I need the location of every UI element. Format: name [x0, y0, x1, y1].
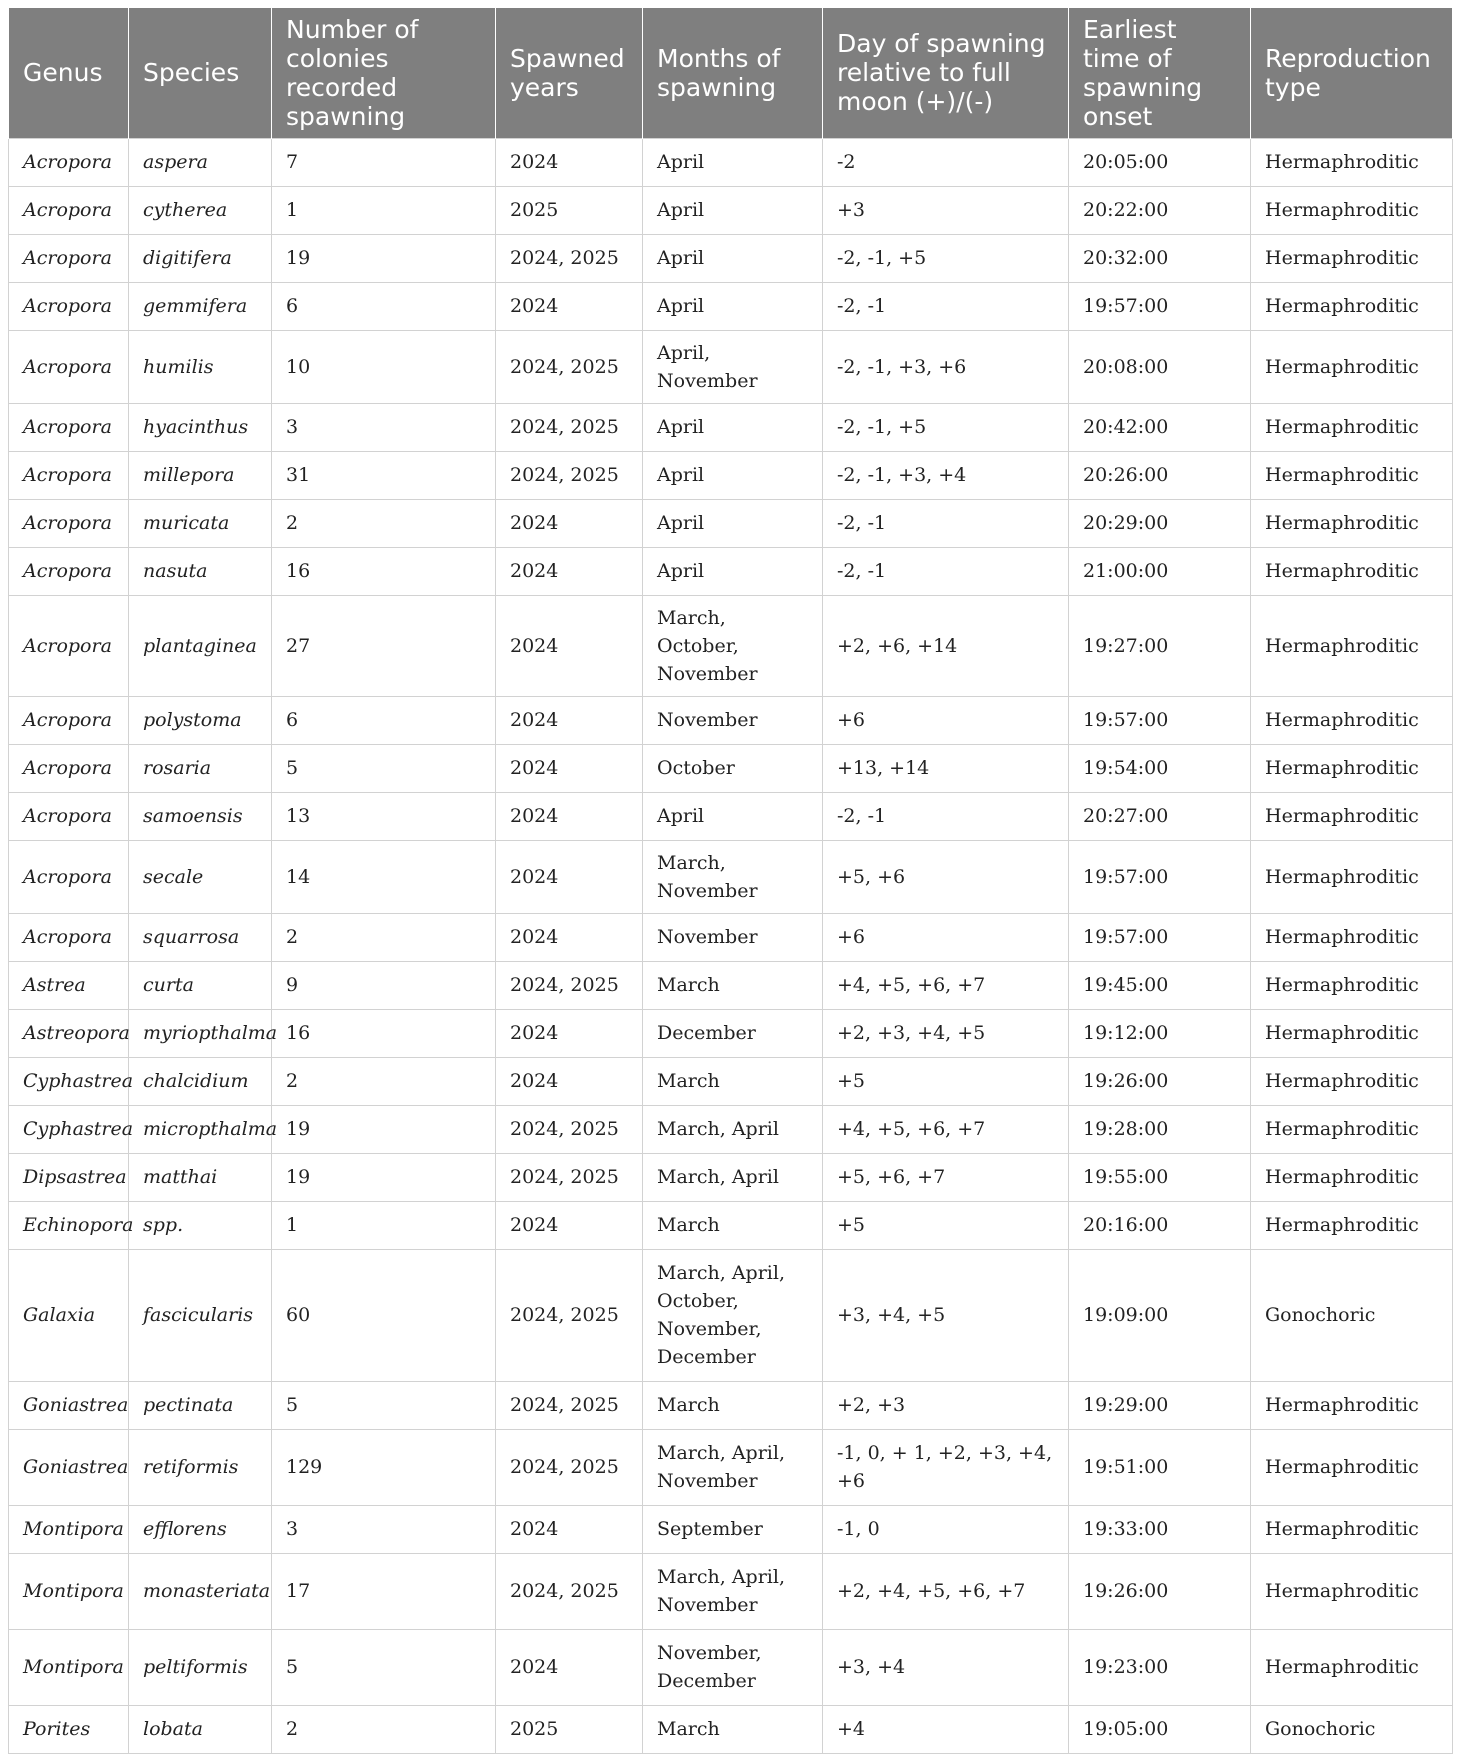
cell-colonies: 13: [272, 792, 496, 840]
cell-time: 19:12:00: [1069, 1009, 1251, 1057]
cell-days: +6: [823, 913, 1069, 961]
cell-species: micropthalma: [129, 1105, 272, 1153]
cell-colonies: 14: [272, 840, 496, 913]
cell-months: October: [643, 744, 823, 792]
cell-days: +5, +6, +7: [823, 1153, 1069, 1201]
cell-days: -2, -1: [823, 792, 1069, 840]
cell-time: 19:57:00: [1069, 282, 1251, 330]
cell-days: +3, +4: [823, 1629, 1069, 1705]
table-row: [9, 913, 1453, 961]
cell-genus: Acropora: [9, 792, 129, 840]
cell-reproduction-type: Hermaphroditic: [1251, 1381, 1453, 1429]
cell-years: 2024, 2025: [496, 1381, 643, 1429]
cell-reproduction-type: Hermaphroditic: [1251, 1153, 1453, 1201]
cell-months: April: [643, 792, 823, 840]
cell-months: April: [643, 234, 823, 282]
cell-species: monasteriata: [129, 1553, 272, 1629]
col-header-genus: Genus: [9, 8, 129, 138]
cell-genus: Acropora: [9, 234, 129, 282]
cell-colonies: 5: [272, 1381, 496, 1429]
cell-reproduction-type: Hermaphroditic: [1251, 913, 1453, 961]
cell-days: +2, +4, +5, +6, +7: [823, 1553, 1069, 1629]
cell-colonies: 6: [272, 696, 496, 744]
table-row: [9, 282, 1453, 330]
cell-colonies: 5: [272, 1629, 496, 1705]
cell-time: 20:08:00: [1069, 330, 1251, 403]
cell-reproduction-type: Hermaphroditic: [1251, 403, 1453, 451]
cell-time: 20:05:00: [1069, 138, 1251, 186]
cell-months: March: [643, 1057, 823, 1105]
cell-years: 2024: [496, 282, 643, 330]
cell-time: 19:28:00: [1069, 1105, 1251, 1153]
cell-reproduction-type: Hermaphroditic: [1251, 696, 1453, 744]
cell-colonies: 2: [272, 1057, 496, 1105]
cell-months: March, April: [643, 1153, 823, 1201]
cell-years: 2025: [496, 1705, 643, 1753]
col-header-colonies: Number of colonies recorded spawning: [272, 8, 496, 138]
cell-genus: Acropora: [9, 186, 129, 234]
cell-years: 2024, 2025: [496, 234, 643, 282]
cell-years: 2024, 2025: [496, 1429, 643, 1505]
cell-time: 19:29:00: [1069, 1381, 1251, 1429]
cell-days: +2, +3, +4, +5: [823, 1009, 1069, 1057]
cell-time: 19:26:00: [1069, 1553, 1251, 1629]
cell-months: September: [643, 1505, 823, 1553]
cell-reproduction-type: Hermaphroditic: [1251, 547, 1453, 595]
table-row: [9, 961, 1453, 1009]
cell-months: November, December: [643, 1629, 823, 1705]
cell-genus: Galaxia: [9, 1249, 129, 1381]
cell-genus: Acropora: [9, 547, 129, 595]
cell-colonies: 2: [272, 1705, 496, 1753]
col-header-species: Species: [129, 8, 272, 138]
cell-months: March: [643, 961, 823, 1009]
cell-months: April: [643, 499, 823, 547]
cell-species: chalcidium: [129, 1057, 272, 1105]
cell-reproduction-type: Hermaphroditic: [1251, 840, 1453, 913]
cell-months: March, October, November: [643, 595, 823, 696]
cell-days: -2: [823, 138, 1069, 186]
cell-genus: Astrea: [9, 961, 129, 1009]
cell-months: March: [643, 1705, 823, 1753]
cell-genus: Goniastrea: [9, 1381, 129, 1429]
cell-colonies: 7: [272, 138, 496, 186]
cell-species: rosaria: [129, 744, 272, 792]
cell-species: nasuta: [129, 547, 272, 595]
col-header-time: Earliest time of spawning onset: [1069, 8, 1251, 138]
cell-species: curta: [129, 961, 272, 1009]
cell-colonies: 1: [272, 186, 496, 234]
cell-genus: Montipora: [9, 1629, 129, 1705]
table-row: [9, 330, 1453, 403]
cell-colonies: 1: [272, 1201, 496, 1249]
cell-years: 2024: [496, 913, 643, 961]
cell-genus: Acropora: [9, 330, 129, 403]
table-row: [9, 696, 1453, 744]
table-row: [9, 595, 1453, 696]
cell-colonies: 19: [272, 234, 496, 282]
cell-months: November: [643, 696, 823, 744]
cell-species: lobata: [129, 1705, 272, 1753]
cell-reproduction-type: Hermaphroditic: [1251, 186, 1453, 234]
cell-colonies: 9: [272, 961, 496, 1009]
table-row: [9, 1705, 1453, 1753]
cell-days: +2, +3: [823, 1381, 1069, 1429]
table-row: [9, 451, 1453, 499]
cell-days: -2, -1, +3, +4: [823, 451, 1069, 499]
cell-years: 2024: [496, 1009, 643, 1057]
cell-genus: Astreopora: [9, 1009, 129, 1057]
cell-days: +4: [823, 1705, 1069, 1753]
cell-species: digitifera: [129, 234, 272, 282]
cell-time: 19:23:00: [1069, 1629, 1251, 1705]
cell-days: +5: [823, 1201, 1069, 1249]
cell-years: 2024, 2025: [496, 1553, 643, 1629]
cell-genus: Acropora: [9, 595, 129, 696]
cell-reproduction-type: Hermaphroditic: [1251, 1429, 1453, 1505]
cell-genus: Acropora: [9, 913, 129, 961]
cell-species: peltiformis: [129, 1629, 272, 1705]
cell-years: 2024, 2025: [496, 1105, 643, 1153]
table-row: [9, 234, 1453, 282]
cell-days: +3, +4, +5: [823, 1249, 1069, 1381]
cell-years: 2024, 2025: [496, 1249, 643, 1381]
cell-species: retiformis: [129, 1429, 272, 1505]
table-row: [9, 840, 1453, 913]
cell-years: 2024, 2025: [496, 961, 643, 1009]
cell-days: -1, 0, + 1, +2, +3, +4, +6: [823, 1429, 1069, 1505]
cell-months: March, April, November: [643, 1553, 823, 1629]
cell-months: December: [643, 1009, 823, 1057]
cell-reproduction-type: Hermaphroditic: [1251, 282, 1453, 330]
cell-months: April: [643, 186, 823, 234]
cell-years: 2024: [496, 595, 643, 696]
cell-species: pectinata: [129, 1381, 272, 1429]
cell-reproduction-type: Hermaphroditic: [1251, 744, 1453, 792]
cell-species: squarrosa: [129, 913, 272, 961]
cell-genus: Goniastrea: [9, 1429, 129, 1505]
cell-colonies: 10: [272, 330, 496, 403]
table-row: [9, 403, 1453, 451]
cell-species: samoensis: [129, 792, 272, 840]
cell-species: cytherea: [129, 186, 272, 234]
cell-species: muricata: [129, 499, 272, 547]
cell-colonies: 31: [272, 451, 496, 499]
table-row: [9, 138, 1453, 186]
cell-time: 20:26:00: [1069, 451, 1251, 499]
cell-days: -2, -1: [823, 547, 1069, 595]
cell-genus: Acropora: [9, 138, 129, 186]
col-header-reproduction: Reproduction type: [1251, 8, 1453, 138]
cell-years: 2024: [496, 1505, 643, 1553]
cell-colonies: 129: [272, 1429, 496, 1505]
cell-colonies: 60: [272, 1249, 496, 1381]
cell-years: 2024: [496, 1201, 643, 1249]
cell-months: November: [643, 913, 823, 961]
cell-time: 20:16:00: [1069, 1201, 1251, 1249]
cell-days: +4, +5, +6, +7: [823, 1105, 1069, 1153]
cell-species: efflorens: [129, 1505, 272, 1553]
cell-days: +13, +14: [823, 744, 1069, 792]
cell-time: 19:09:00: [1069, 1249, 1251, 1381]
cell-genus: Acropora: [9, 282, 129, 330]
col-header-years: Spawned years: [496, 8, 643, 138]
cell-species: matthai: [129, 1153, 272, 1201]
cell-time: 20:29:00: [1069, 499, 1251, 547]
table-row: [9, 1429, 1453, 1505]
cell-months: March: [643, 1381, 823, 1429]
cell-reproduction-type: Hermaphroditic: [1251, 792, 1453, 840]
coral-spawning-table: [8, 8, 1453, 1754]
cell-time: 19:54:00: [1069, 744, 1251, 792]
cell-months: March, April: [643, 1105, 823, 1153]
cell-months: April: [643, 451, 823, 499]
cell-genus: Acropora: [9, 403, 129, 451]
table-row: [9, 1249, 1453, 1381]
cell-reproduction-type: Hermaphroditic: [1251, 451, 1453, 499]
cell-reproduction-type: Hermaphroditic: [1251, 1057, 1453, 1105]
cell-months: March, April, November: [643, 1429, 823, 1505]
cell-days: +5, +6: [823, 840, 1069, 913]
cell-years: 2024, 2025: [496, 403, 643, 451]
cell-species: myriopthalma: [129, 1009, 272, 1057]
cell-colonies: 16: [272, 1009, 496, 1057]
cell-colonies: 2: [272, 499, 496, 547]
cell-colonies: 16: [272, 547, 496, 595]
header-row: [9, 8, 1453, 138]
cell-colonies: 19: [272, 1105, 496, 1153]
cell-reproduction-type: Hermaphroditic: [1251, 1553, 1453, 1629]
cell-genus: Dipsastrea: [9, 1153, 129, 1201]
table-row: [9, 547, 1453, 595]
cell-days: +6: [823, 696, 1069, 744]
cell-months: March, April, October, November, December: [643, 1249, 823, 1381]
cell-time: 19:57:00: [1069, 840, 1251, 913]
table-row: [9, 1381, 1453, 1429]
cell-reproduction-type: Hermaphroditic: [1251, 1201, 1453, 1249]
table-row: [9, 1201, 1453, 1249]
cell-years: 2024, 2025: [496, 330, 643, 403]
cell-species: plantaginea: [129, 595, 272, 696]
table-row: [9, 1553, 1453, 1629]
cell-reproduction-type: Hermaphroditic: [1251, 499, 1453, 547]
table-row: [9, 1105, 1453, 1153]
cell-years: 2024: [496, 1057, 643, 1105]
table-row: [9, 744, 1453, 792]
cell-colonies: 3: [272, 1505, 496, 1553]
table-row: [9, 792, 1453, 840]
cell-genus: Porites: [9, 1705, 129, 1753]
cell-time: 19:57:00: [1069, 913, 1251, 961]
table-row: [9, 499, 1453, 547]
cell-species: millepora: [129, 451, 272, 499]
cell-years: 2024: [496, 547, 643, 595]
cell-reproduction-type: Hermaphroditic: [1251, 330, 1453, 403]
cell-reproduction-type: Hermaphroditic: [1251, 1009, 1453, 1057]
cell-colonies: 5: [272, 744, 496, 792]
cell-time: 19:45:00: [1069, 961, 1251, 1009]
cell-species: polystoma: [129, 696, 272, 744]
cell-genus: Acropora: [9, 744, 129, 792]
cell-days: -2, -1: [823, 282, 1069, 330]
cell-days: +4, +5, +6, +7: [823, 961, 1069, 1009]
cell-months: April: [643, 547, 823, 595]
cell-time: 19:51:00: [1069, 1429, 1251, 1505]
cell-species: aspera: [129, 138, 272, 186]
cell-months: April: [643, 282, 823, 330]
cell-time: 21:00:00: [1069, 547, 1251, 595]
cell-months: March: [643, 1201, 823, 1249]
cell-reproduction-type: Hermaphroditic: [1251, 961, 1453, 1009]
cell-colonies: 17: [272, 1553, 496, 1629]
cell-time: 19:26:00: [1069, 1057, 1251, 1105]
cell-genus: Echinopora: [9, 1201, 129, 1249]
cell-species: fascicularis: [129, 1249, 272, 1381]
table-row: [9, 1057, 1453, 1105]
cell-days: -2, -1, +3, +6: [823, 330, 1069, 403]
cell-days: -2, -1, +5: [823, 234, 1069, 282]
cell-colonies: 19: [272, 1153, 496, 1201]
cell-reproduction-type: Hermaphroditic: [1251, 234, 1453, 282]
cell-genus: Acropora: [9, 696, 129, 744]
table-row: [9, 1009, 1453, 1057]
cell-days: -2, -1: [823, 499, 1069, 547]
cell-genus: Cyphastrea: [9, 1105, 129, 1153]
cell-time: 19:57:00: [1069, 696, 1251, 744]
cell-time: 20:22:00: [1069, 186, 1251, 234]
cell-reproduction-type: Hermaphroditic: [1251, 138, 1453, 186]
cell-days: +2, +6, +14: [823, 595, 1069, 696]
cell-time: 20:42:00: [1069, 403, 1251, 451]
cell-years: 2024: [496, 792, 643, 840]
table-row: [9, 186, 1453, 234]
cell-reproduction-type: Hermaphroditic: [1251, 1505, 1453, 1553]
cell-years: 2024: [496, 744, 643, 792]
cell-days: +3: [823, 186, 1069, 234]
cell-years: 2025: [496, 186, 643, 234]
cell-colonies: 3: [272, 403, 496, 451]
cell-genus: Montipora: [9, 1505, 129, 1553]
cell-genus: Acropora: [9, 499, 129, 547]
cell-species: gemmifera: [129, 282, 272, 330]
cell-time: 19:33:00: [1069, 1505, 1251, 1553]
cell-colonies: 27: [272, 595, 496, 696]
cell-species: hyacinthus: [129, 403, 272, 451]
cell-years: 2024: [496, 499, 643, 547]
cell-genus: Acropora: [9, 840, 129, 913]
cell-years: 2024: [496, 1629, 643, 1705]
cell-species: spp.: [129, 1201, 272, 1249]
col-header-days: Day of spawning relative to full moon (+)/(-): [823, 8, 1069, 138]
cell-reproduction-type: Hermaphroditic: [1251, 1629, 1453, 1705]
cell-time: 20:27:00: [1069, 792, 1251, 840]
table-body: [9, 138, 1453, 1753]
cell-reproduction-type: Hermaphroditic: [1251, 1105, 1453, 1153]
cell-years: 2024: [496, 696, 643, 744]
cell-years: 2024: [496, 138, 643, 186]
cell-years: 2024, 2025: [496, 451, 643, 499]
cell-days: -2, -1, +5: [823, 403, 1069, 451]
cell-reproduction-type: Gonochoric: [1251, 1249, 1453, 1381]
cell-time: 19:05:00: [1069, 1705, 1251, 1753]
cell-genus: Acropora: [9, 451, 129, 499]
cell-months: March, November: [643, 840, 823, 913]
cell-time: 20:32:00: [1069, 234, 1251, 282]
table-row: [9, 1505, 1453, 1553]
cell-reproduction-type: Gonochoric: [1251, 1705, 1453, 1753]
cell-days: +5: [823, 1057, 1069, 1105]
cell-months: April: [643, 138, 823, 186]
cell-months: April, November: [643, 330, 823, 403]
cell-species: humilis: [129, 330, 272, 403]
cell-genus: Cyphastrea: [9, 1057, 129, 1105]
cell-colonies: 6: [272, 282, 496, 330]
table-row: [9, 1629, 1453, 1705]
cell-months: April: [643, 403, 823, 451]
cell-reproduction-type: Hermaphroditic: [1251, 595, 1453, 696]
cell-years: 2024, 2025: [496, 1153, 643, 1201]
table-row: [9, 1153, 1453, 1201]
cell-colonies: 2: [272, 913, 496, 961]
cell-time: 19:55:00: [1069, 1153, 1251, 1201]
cell-time: 19:27:00: [1069, 595, 1251, 696]
cell-genus: Montipora: [9, 1553, 129, 1629]
cell-species: secale: [129, 840, 272, 913]
col-header-months: Months of spawning: [643, 8, 823, 138]
cell-years: 2024: [496, 840, 643, 913]
cell-days: -1, 0: [823, 1505, 1069, 1553]
